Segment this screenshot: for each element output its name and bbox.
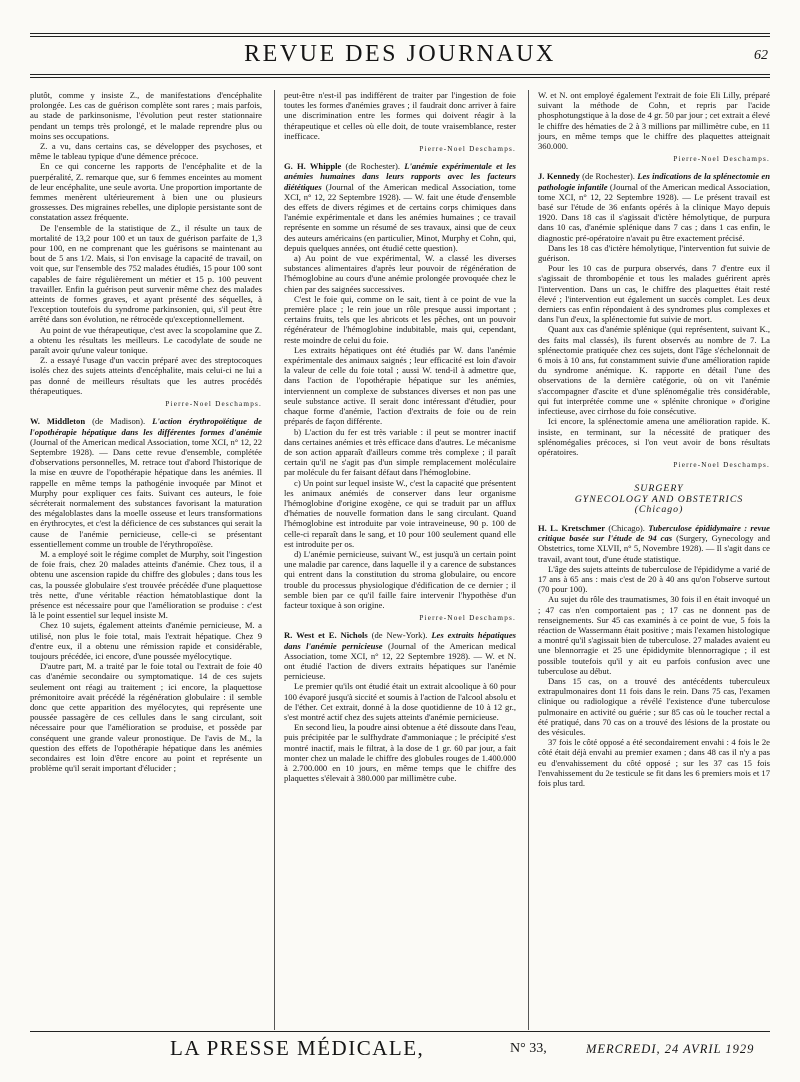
header-rule-inner bbox=[30, 77, 770, 78]
entry-place: (de Rochester). bbox=[579, 171, 638, 182]
entry-reference: (Journal of the American medical Association, tome XCI, n° 12, 22 Septembre 1928). — W. et N. ont étudié l'action de divers extraits hépatiques sur l'anémie pernicieuse. bbox=[284, 640, 516, 682]
top-rule-inner bbox=[30, 36, 770, 37]
paragraph: En second lieu, la poudre ainsi obtenue a été dissoute dans l'eau, puis précipitée par le sulfhydrate d'ammoniaque ; le précipité s'est montré inactif, mais le filtrat, à la dose de 1 gr. 60 par jour, a fait monter chez un malade le chiffre des globules rouges de 1.400.000 à 2.700.000 en 10 jours, en même temps que le chiffre des plaquettes s'élevait à 380.000 par millimètre cube. bbox=[284, 722, 516, 784]
page-number: 62 bbox=[754, 48, 768, 63]
entry-author: H. L. Kretschmer bbox=[538, 522, 606, 533]
issue-date: MERCREDI, 24 AVRIL 1929 bbox=[586, 1042, 755, 1056]
entry-title: Les indications de la splénectomie en pathologie infantile bbox=[538, 171, 770, 192]
paragraph: a) Au point de vue expérimental, W. a classé les diverses substances alimentaires d'après leur pouvoir de régénération de l'hémoglobine au cours d'une anémie prolongée provoquée chez le chien par des saignées successives. bbox=[284, 253, 516, 294]
review-entry bbox=[284, 161, 516, 253]
review-entry bbox=[538, 523, 770, 564]
paragraph: Au sujet du rôle des traumatismes, 30 fois il en était invoqué un ; 47 cas n'en comportaient pas ; 17 cas ne donnent pas de renseignements. Sur 45 cas examinés à ce point de vue, 5 fois la réaction de Wassermann était positive ; mais l'examen histologique a montré qu'il s'agissait bien de tuberculose. 27 malades avaient eu une blennorragie et 25 une épididymite blennorragique ; il est possible toutefois qu'il y ait eu parfois confusion avec une tuberculose au début. bbox=[538, 594, 770, 676]
issue-number: N° 33, bbox=[510, 1041, 547, 1056]
review-entry bbox=[30, 416, 262, 549]
paragraph: Pour les 10 cas de purpura observés, dans 7 d'entre eux il s'agissait de thrombopénie et tous les malades guérirent après l'intervention. Dans un cas, le chiffre des plaquettes était resté élevé ; l'intervention eut également un succès complet. Les deux derniers cas enfin répondaient à des syndromes plus complexes et dans l'un d'eux, la splénectomie fut suivie de mort. bbox=[538, 263, 770, 325]
footer-rule bbox=[30, 1031, 770, 1032]
paragraph: peut-être n'est-il pas indifférent de traiter par l'ingestion de foie toutes les formes d'anémies graves ; il faudrait donc arriver à faire une discrimination entre les formes qui doivent réagir à la thérapeutique et celles où elle doit, de toute vraisemblance, rester inefficace. bbox=[284, 90, 516, 141]
author-signature: Pierre-Noel Deschamps. bbox=[673, 461, 770, 470]
journal-section-title: REVUE DES JOURNAUX bbox=[244, 41, 556, 67]
header-rule bbox=[30, 74, 770, 75]
paragraph: L'âge des sujets atteints de tuberculose de l'épididyme a varié de 17 ans à 65 ans : mais c'est de 20 à 40 ans qu'on l'observe surtout (70 pour 100). bbox=[538, 563, 770, 595]
paragraph: D'autre part, M. a traité par le foie total ou l'extrait de foie 40 cas d'anémie secondaire ou symptomatique. 14 de ces sujets seulement ont réagi au traitement ; ici encore, la plaquettose prémonitoire avait précédé la régénération globulaire : il semble donc que cette apparition des myélocytes, qui représente une poussée passagère de ces cellules dans le sang circulant, soit nécessaire pour que l'amélioration se produise, et possède par conséquent une grande valeur pronostique. De l'avis de M., la question des effets de l'opothérapie hépatique dans les anémies secondaires est loin d'être encore au point et représente un problème qu'il serait important d'élucider ; bbox=[30, 661, 262, 774]
entry-reference: (Surgery, Gynecology and Obstetrics, tome XLVII, n° 5, Novembre 1928). — Il s'agit dans ce travail, avant tout, d'une étude statistique. bbox=[538, 533, 770, 564]
paragraph: De l'ensemble de la statistique de Z., il résulte un taux de mortalité de 13,2 pour 100 et un taux de guérison parfaite de 1,3 pour 100, en ne comprenant que les guérisons se maintenant au bout de 5 ans 1/2. Mais, si l'on envisage la capacité de travail, on voit que, sur l'ensemble des 752 malades étudiés, 15 pour 100 sont capables de faire régulièrement un métier et 15 p. 100 peuvent travailler. Enfin la guérison peut survenir même chez des malades atteints de formes graves, et ayant présenté des séquelles, à l'exception toutefois du syndrome parkinsonien, qui, s'il peut être arrêté dans son évolution, ne rétrocède qu'exceptionnellement. bbox=[30, 222, 262, 325]
author-signature: Pierre-Noel Deschamps. bbox=[673, 155, 770, 164]
paragraph: Z. a essayé l'usage d'un vaccin préparé avec des streptocoques isolés chez des sujets atteints d'encéphalite, mais celui-ci ne lui a pas donné de meilleurs résultats que les autres procédés thérapeutiques. bbox=[30, 355, 262, 396]
entry-reference: (Journal of the American medical Association, tome XCI, n° 12, 22 Septembre 1928). — W. fait une étude d'ensemble des effets de divers régimes et de certains corps chimiques dans l'anémie expérimentale et dans les anémies humaines ; ce travail représente en somme un résumé de ses travaux, ainsi que de ceux des auteurs américains (en particulier, Minot, Murphy et Cohn, qui, depuis quelques années, ont étudié cette question). bbox=[284, 181, 516, 253]
entry-title: L'action érythropoïétique de l'opothérapie hépatique dans les différentes formes d'anémie bbox=[30, 416, 262, 437]
paragraph: Dans 15 cas, on a trouvé des antécédents tuberculeux extrapulmonaires dont 11 fois dans le rein. Dans 75 cas, l'examen clinique ou radiologique a révélé l'existence d'une tuberculose pulmonaire en activité ou guérie ; sur 85 cas où le toucher rectal a été pratiqué, dans 70 cas on a trouvé des lésions de la prostate ou des vésicules. bbox=[538, 675, 770, 737]
page-header bbox=[30, 40, 770, 70]
entry-title: Les extraits hépatiques dans l'anémie pernicieuse bbox=[284, 630, 516, 651]
column-2 bbox=[284, 90, 516, 1030]
author-signature: Pierre-Noel Deschamps. bbox=[419, 614, 516, 623]
author-signature: Pierre-Noel Deschamps. bbox=[419, 145, 516, 154]
entry-author: R. West et E. Nichols bbox=[284, 630, 368, 641]
paragraph: Au point de vue thérapeutique, c'est avec la scopolamine que Z. a obtenu les résultats les meilleurs. Le cacodylate de soude ne paraît avoir qu'une valeur tonique. bbox=[30, 324, 262, 356]
column-1 bbox=[30, 90, 262, 1030]
section-heading: SURGERY bbox=[634, 483, 684, 495]
column-divider bbox=[274, 90, 275, 1030]
entry-reference: (Journal of the American medical Association, tome XCI, n° 12, 22 Septembre 1928). — Dans cette revue d'ensemble, complétée d'observations personnelles, M. retrace tout d'abord l'historique de la mise en œuvre de l'opothérapie hépatique dans les anémies. Il rappelle en même temps la pathogénie invoquée par Minot et Murphy pour expliquer ces faits. Suivant ces auteurs, le foie sécréterait normalement des substances favorisant la maturation des mégaloblastes dans la moelle osseuse et leurs transformations en érythrocytes, et c'est la déficience de ces substances qui serait la cause de l'anémie pernicieuse, celle-ci se présentant essentiellement comme un trouble de l'érythropoïèse. bbox=[30, 436, 262, 549]
paragraph: Les extraits hépatiques ont été étudiés par W. dans l'anémie expérimentale des animaux saignés ; leur efficacité est loin d'avoir la valeur de celle du foie total ; aussi W. tend-il à admettre que, dans l'action de l'opothérapie hépatique sur les anémies, interviennent un complexe de substances diverses et non pas une seule substance active. Il serait donc intéressant d'étudier, pour chaque forme d'anémie, l'action d'extraits de foie ou de rein préparés de façon différente. bbox=[284, 344, 516, 427]
column-divider bbox=[528, 90, 529, 1030]
review-entry bbox=[284, 630, 516, 681]
section-heading: (Chicago) bbox=[634, 503, 684, 515]
entry-place: (de New-York). bbox=[367, 630, 432, 641]
paragraph: M. a employé soit le régime complet de Murphy, soit l'ingestion de foie frais, chez 20 malades atteints d'anémie. Chez tous, il a obtenu une ascension rapide du chiffre des globules ; dans tous les cas, la poussée globulaire s'est trouvée précédée d'une plaquettose très nette, d'une véritable réaction hématoblastique dont la présence est nécessaire pour que l'amélioration se produise : c'est là le point essentiel sur lequel insiste M. bbox=[30, 548, 262, 621]
paragraph: Quant aux cas d'anémie splénique (qui représentent, suivant K., des faits mal classés), ils furent observés au nombre de 7. La splénectomie pratiquée chez ces sujets, dont l'âge s'échelonnait de 6 mois à 10 ans, fut constamment suivie d'une amélioration rapide du syndrome anémique. K. rapporte en détail l'une des observations de la dernière catégorie, où on vit l'anémie s'accompagner d'ascite et d'une splénomégalie très considérable, qui fut interprétée comme une « splénite chronique » d'origine infectieuse, avec cirrhose du foie consécutive. bbox=[538, 324, 770, 417]
page-footer bbox=[30, 1034, 770, 1062]
paragraph: En ce qui concerne les rapports de l'encéphalite et de la puerpéralité, Z. remarque que, sur 6 femmes enceintes au moment de leur encéphalite, une seule avorta. Une proportion importante de femmes menèrent ultérieurement à bien une ou plusieurs grossesses. Des migraines rebelles, une diplopie persistante sont de constatation assez fréquente. bbox=[30, 161, 262, 223]
paragraph: c) Un point sur lequel insiste W., c'est la capacité que présentent les animaux anémiés de conserver dans leur organisme l'hémoglobine d'origine exogène, ce qui se traduit par un afflux d'hématies de nouvelle formation dans le sang circulant. Quand l'hémoglobine est introduite par voie intraveineuse, 90 p. 100 de celle-ci reparaît dans le sang, et 10 pour 100 seulement quand elle est introduite per os. bbox=[284, 477, 516, 549]
paragraph: Dans les 18 cas d'ictère hémolytique, l'intervention fut suivie de guérison. bbox=[538, 242, 770, 264]
section-heading: GYNECOLOGY AND OBSTETRICS bbox=[574, 493, 744, 505]
paragraph: 37 fois le côté opposé a été secondairement envahi : 4 fois le 2e côté était déjà envahi au premier examen ; dans 48 cas il n'y a pas eu d'envahissement du côté opposé ; sur les 37 cas 15 fois l'envahissement du 2e testicule se fit dans les 6 premiers mois et 17 fois plus tard. bbox=[538, 737, 770, 788]
paragraph: d) L'anémie pernicieuse, suivant W., est jusqu'à un certain point une maladie par carence, dans laquelle il y a carence de substances qui entrent dans la constitution du stroma globulaire, ou encore trouble du processus physiologique d'édification de ce dernier ; il semble bien par ce qu'il faille faire intervenir l'hypothèse d'un facteur toxique à son origine. bbox=[284, 548, 516, 610]
paragraph: b) L'action du fer est très variable : il peut se montrer inactif dans certaines anémies et très efficace dans d'autres. Le mécanisme de son action apparaît d'ailleurs comme très complexe ; il paraît certain qu'il ne s'agit pas d'un simple remplacement moléculaire par molécule du fer faisant défaut dans l'hémoglobine. bbox=[284, 426, 516, 478]
entry-place: (de Madison). bbox=[85, 416, 153, 427]
entry-author: G. H. Whipple bbox=[284, 161, 342, 172]
top-rule bbox=[30, 33, 770, 34]
journal-name: LA PRESSE MÉDICALE, bbox=[170, 1036, 425, 1060]
paragraph: Chez 10 sujets, également atteints d'anémie pernicieuse, M. a utilisé, non plus le foie total, mais l'extrait hépatique. Chez 9 d'entre eux, il a obtenu une rémission rapide et considérable, toujours précédée, ici encore, d'une poussée myélocytique. bbox=[30, 620, 262, 661]
paragraph: Ici encore, la splénectomie amena une amélioration rapide. K. insiste, en terminant, sur la nécessité de pratiquer des splénomégalies précoces, si l'on veut avoir de bons résultats opératoires. bbox=[538, 416, 770, 457]
entry-place: (Chicago). bbox=[605, 522, 649, 533]
paragraph: Z. a vu, dans certains cas, se développer des psychoses, et même le tableau typique d'une démence précoce. bbox=[30, 141, 262, 162]
paragraph: plutôt, comme y insiste Z., de manifestations d'encéphalite prolongée. Les cas de guérison complète sont rares ; mais parfois, au stade de parkinsonisme, l'évolution peut rester stationnaire pendant un temps très prolongé, et le malade reprendre plus ou moins ses occupations. bbox=[30, 90, 262, 141]
entry-place: (de Rochester). bbox=[341, 161, 405, 172]
paragraph: C'est le foie qui, comme on le sait, tient à ce point de vue la première place ; le rein joue un rôle presque aussi important ; certains fruits, tels que les abricots et les pêches, ont un pouvoir régénérateur de l'hémoglobine indubitable, mais qui, cependant, reste moindre de celui du foie. bbox=[284, 293, 516, 345]
review-entry bbox=[538, 171, 770, 242]
entry-author: J. Kennedy bbox=[538, 171, 580, 182]
entry-title: L'anémie expérimentale et les anémies humaines dans leurs rapports avec les facteurs diététiques bbox=[284, 161, 516, 192]
paragraph: Le premier qu'ils ont étudié était un extrait alcoolique à 60 pour 100 évaporé jusqu'à siccité et soumis à l'action de l'alcool absolu et de l'éther. Cet extrait, donné à la dose quotidienne de 10 à 12 gr., s'est montré actif chez des sujets atteints d'anémie pernicieuse. bbox=[284, 681, 516, 722]
entry-reference: (Journal of the American medical Association, tome XCI, n° 12, 22 Septembre 1928). — Le présent travail est basé sur l'étude de 36 enfants opérés à la clinique Mayo depuis 1920. Dans 18 cas il s'agissait d'ictère hémolytique, de purpura dans 10 cas, d'anémie splénique dans 7 cas ; dans 1 cas enfin, le diagnostic pré-opératoire n'avait pu être exactement précisé. bbox=[538, 181, 770, 243]
entry-author: W. Middleton bbox=[30, 416, 86, 427]
entry-title: Tuberculose épididymaire : revue critique basée sur l'étude de 94 cas bbox=[538, 522, 770, 544]
author-signature: Pierre-Noel Deschamps. bbox=[165, 400, 262, 409]
column-3 bbox=[538, 90, 770, 1030]
paragraph: W. et N. ont employé également l'extrait de foie Eli Lilly, préparé suivant la méthode de Cohn, et repris par l'acide phosphotungstique à la dose de 4 gr. 50 par jour ; cet extrait a élevé le chiffre des hématies de 2 à 3 millions par millimètre cube, en 11 jours, en même temps que le chiffre des plaquettes atteignait 360.000. bbox=[538, 90, 770, 152]
